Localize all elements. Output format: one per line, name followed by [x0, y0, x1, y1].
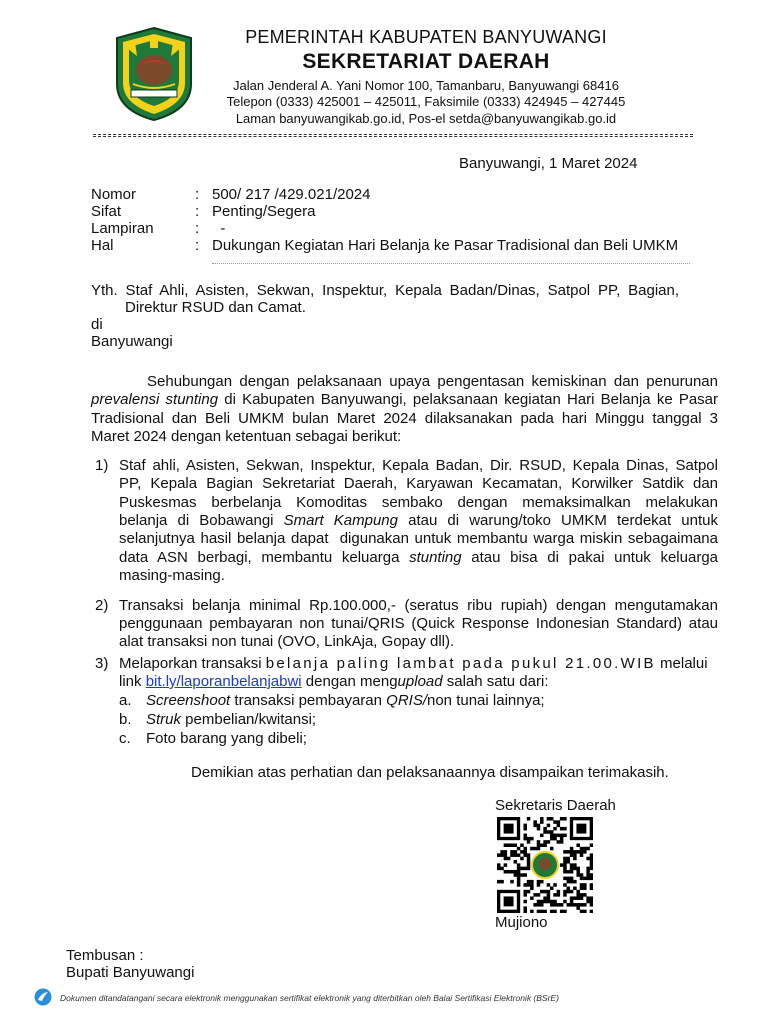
meta-sep: :: [195, 186, 200, 203]
item3-spaced-text: belanja paling lambat pada pukul 21.00.WIB: [265, 655, 656, 672]
letterhead-government: PEMERINTAH KABUPATEN BANYUWANGI: [245, 27, 607, 47]
item3-line1: [119, 655, 718, 673]
sub-item-c: [119, 730, 307, 748]
meta-sep: :: [195, 203, 200, 220]
meta-label: Sifat: [91, 203, 122, 220]
sub-item-letter: c.: [119, 730, 131, 747]
recipient-place: Banyuwangi: [91, 333, 173, 350]
footer-note: Dokumen ditandatangani secara elektronik menggunakan sertifikat elektronik yang diterbitkan oleh Balai Sertifikasi Elektronik (BSrE): [60, 993, 559, 1003]
meta-label: Hal: [91, 237, 114, 254]
meta-value: 500/ 217 /429.021/2024: [212, 186, 371, 203]
intro-line2: [91, 391, 718, 409]
item1-text: belanja di Bobawangi: [119, 512, 284, 529]
item-number: 1): [95, 457, 109, 474]
item3-text: Melaporkan transaksi: [119, 655, 266, 672]
item2-line3: alat transaksi non tunai (OVO, LinkAja, Gopay dll).: [119, 633, 455, 650]
intro-line3: Tradisional dan Beli UMKM bulan Maret 2024 dilaksanakan pada hari Minggu tanggal 3: [91, 410, 718, 427]
signatory-name: Mujiono: [495, 914, 548, 931]
report-link[interactable]: bit.ly/laporanbelanjabwi: [145, 673, 302, 690]
sub-item-text: pembelian/kwitansi;: [181, 711, 317, 728]
letter-date: Banyuwangi, 1 Maret 2024: [459, 155, 638, 172]
item1-em: stunting: [409, 549, 462, 566]
recipient-line2: Direktur RSUD dan Camat.: [125, 299, 306, 316]
letterhead-office: SEKRETARIAT DAERAH: [302, 50, 550, 73]
cc-label: Tembusan :: [66, 947, 144, 964]
letterhead-divider: [93, 134, 693, 137]
meta-sep: :: [195, 237, 200, 254]
sub-item-em: Struk: [146, 711, 182, 728]
qr-code-signature: [497, 817, 593, 913]
sub-item-b: [119, 711, 316, 729]
item1-text: data ASN berbagi, membantu keluarga: [119, 549, 410, 566]
item1-line7: masing-masing.: [119, 567, 225, 584]
item1-line3: Puskesmas berbelanja Komoditas sembako dengan memaksimalkan melakukan: [119, 494, 718, 511]
letterhead-address: Jalan Jenderal A. Yani Nomor 100, Tamanbaru, Banyuwangi 68416: [233, 78, 619, 93]
intro-em: prevalensi stunting: [91, 391, 219, 408]
intro-line4: Maret 2024 dengan ketentuan sebagai berikut:: [91, 428, 402, 445]
item2-line1: Transaksi belanja minimal Rp.100.000,- (seratus ribu rupiah) dengan mengutamakan: [119, 597, 718, 614]
item3-text: link: [119, 673, 146, 690]
meta-value: Penting/Segera: [212, 203, 316, 220]
sub-item-em: Screenshoot: [146, 692, 231, 709]
meta-value: Dukungan Kegiatan Hari Belanja ke Pasar Tradisional dan Beli UMKM: [212, 237, 679, 254]
item1-line1: Staf ahli, Asisten, Sekwan, Inspektur, Kepala Badan, Dir. RSUD, Kepala Dinas, Satpol: [119, 457, 718, 474]
closing-sentence: Demikian atas perhatian dan pelaksanaannya disampaikan terimakasih.: [191, 764, 669, 781]
sub-item-text: Foto barang yang dibeli;: [146, 730, 307, 747]
item3-text: salah satu dari:: [442, 673, 549, 690]
item-number: 3): [95, 655, 109, 672]
signature-title: Sekretaris Daerah: [495, 797, 616, 814]
recipient-line1: Yth. Staf Ahli, Asisten, Sekwan, Inspektur, Kepala Badan/Dinas, Satpol PP, Bagian,: [91, 282, 679, 299]
item1-text: atau di warung/toko UMKM terdekat untuk: [397, 512, 719, 529]
recipient-di: di: [91, 316, 103, 333]
intro-text: di Kabupaten Banyuwangi, pelaksanaan kegiatan Hari Belanja ke Pasar: [218, 391, 718, 408]
sub-item-text: non tunai lainnya;: [427, 692, 545, 709]
sub-item-em: QRIS/: [386, 692, 427, 709]
item-number: 2): [95, 597, 109, 614]
intro-line1: Sehubungan dengan pelaksanaan upaya pengentasan kemiskinan dan penurunan: [147, 373, 718, 390]
meta-sep: :: [195, 220, 200, 237]
sub-item-text: transaksi pembayaran: [230, 692, 387, 709]
item1-text: atau bisa di pakai untuk keluarga: [461, 549, 718, 566]
meta-value: -: [212, 220, 226, 237]
coat-of-arms-logo: [113, 26, 195, 122]
item3-text: melalui: [655, 655, 708, 672]
item3-text: dengan meng: [301, 673, 398, 690]
item3-line2: [119, 673, 549, 691]
sub-item-letter: a.: [119, 692, 132, 709]
cc-recipient: Bupati Banyuwangi: [66, 964, 195, 981]
bsre-icon: [34, 988, 52, 1006]
letterhead-web: Laman banyuwangikab.go.id, Pos-el setda@banyuwangikab.go.id: [235, 111, 617, 126]
sub-item-a: [119, 692, 545, 710]
item1-em: Smart Kampung: [283, 512, 398, 529]
item2-line2: penggunaan pembayaran non tunai/QRIS (Quick Response Indonesian Standard) atau: [119, 615, 718, 632]
item1-line2: PP, Kepala Bagian Sekretariat Daerah, Karyawan Kecamatan, Korwilker Satdik dan: [119, 475, 718, 492]
item1-line6: [119, 549, 718, 567]
meta-label: Lampiran: [91, 220, 154, 237]
letterhead-phone: Telepon (0333) 425001 – 425011, Faksimile (0333) 424945 – 427445: [226, 94, 626, 109]
meta-label: Nomor: [91, 186, 137, 203]
sub-item-letter: b.: [119, 711, 132, 728]
item3-em: upload: [397, 673, 443, 690]
subject-underline: [212, 263, 690, 264]
item1-line4: [119, 512, 718, 530]
item1-line5: selanjutnya hasil belanja dapat digunakan untuk membantu warga miskin sebagaimana: [119, 530, 718, 547]
